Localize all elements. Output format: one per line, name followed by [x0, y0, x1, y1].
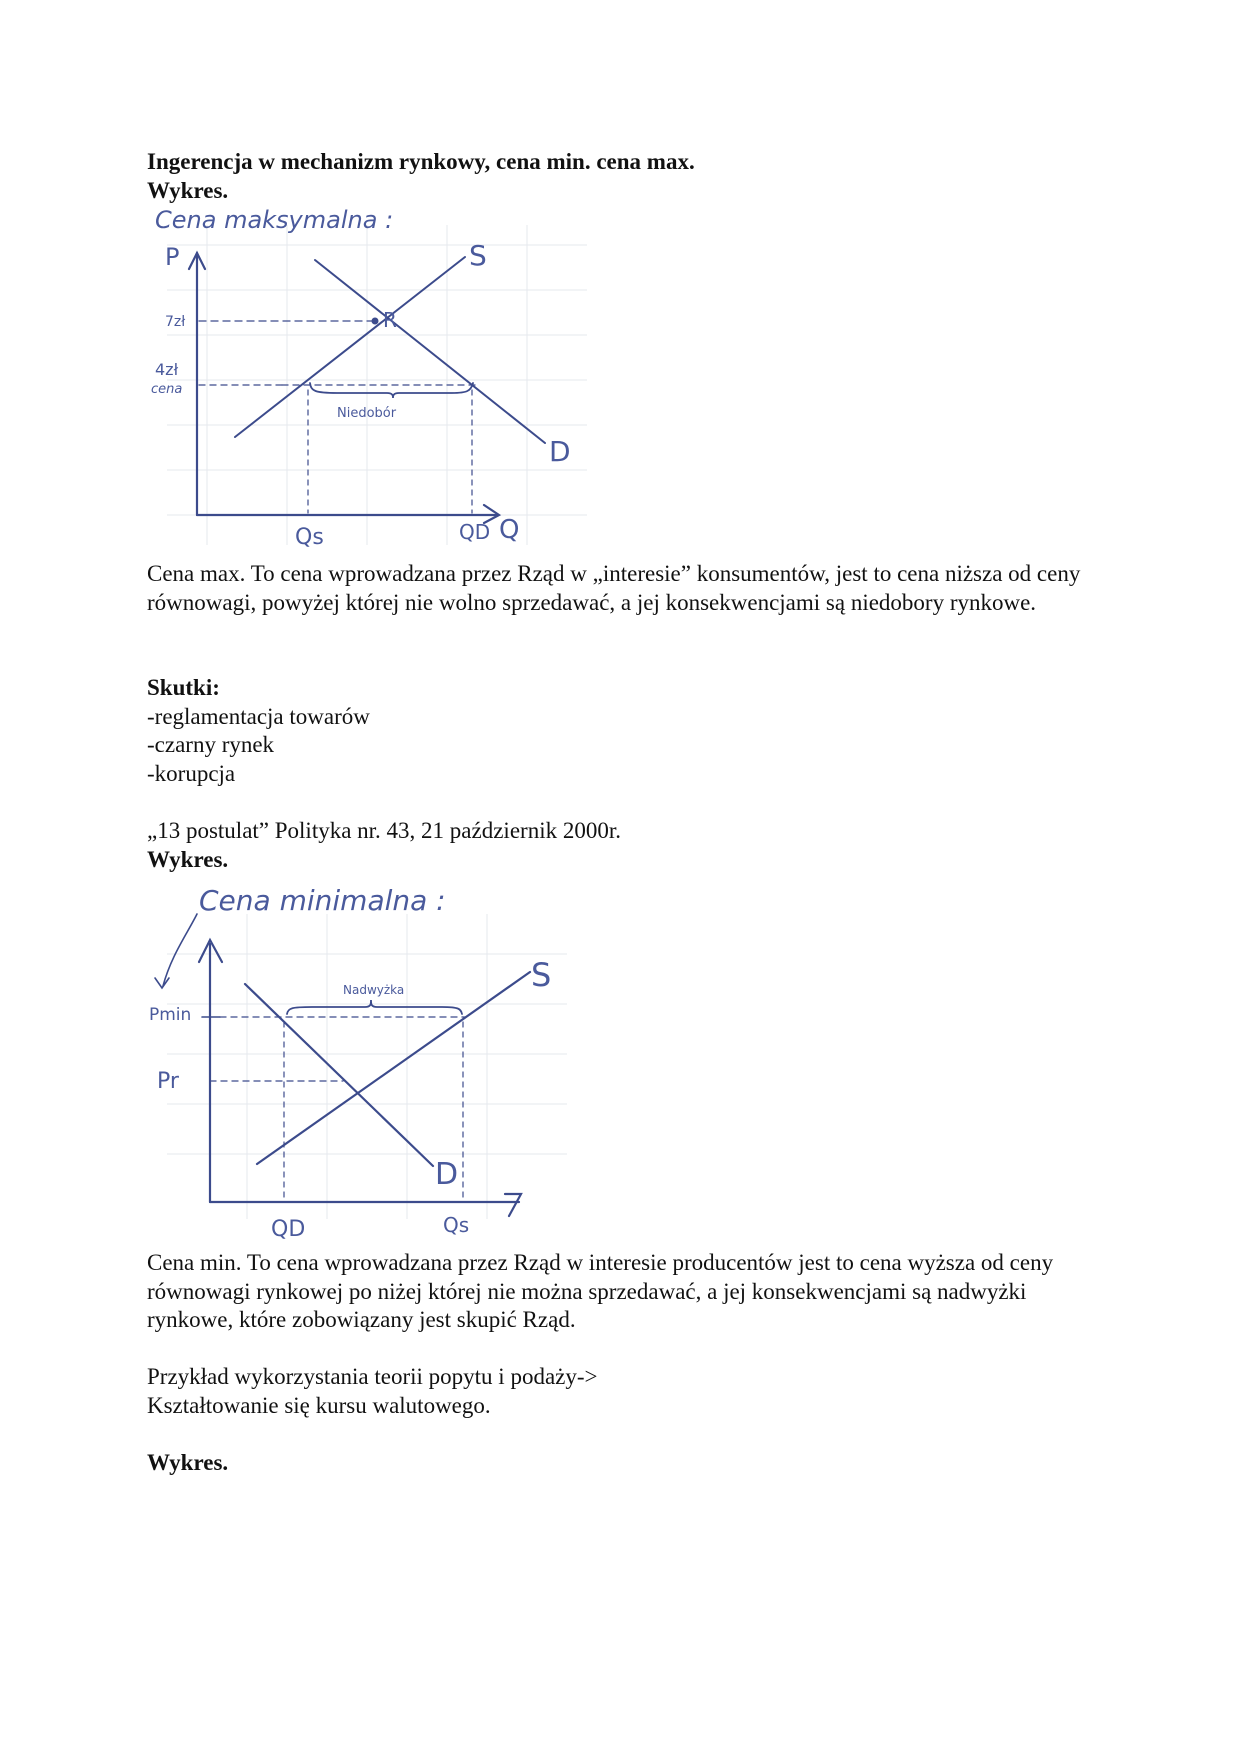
max-price-title: Cena maksymalna :: [155, 206, 394, 234]
max-price-value-label: 4zł: [155, 360, 179, 379]
equilibrium-price-label: Pr: [157, 1069, 179, 1094]
max-price-paragraph: Cena max. To cena wprowadzana przez Rząd w „interesie” konsumentów, jest to cena niższa od ceny równowagi, powyżej której nie wolno sprzedawać, a jej konsekwencjami są niedobory rynkowe.: [147, 561, 1081, 615]
qs-label: Qs: [295, 525, 324, 550]
document-title: Ingerencja w mechanizm rynkowy, cena min. cena max.: [147, 149, 695, 174]
demand-curve: [245, 984, 433, 1166]
title-pointer-arrow-icon: [155, 978, 169, 988]
supply-label: S: [469, 239, 487, 272]
effect-item: -czarny rynek: [147, 732, 275, 757]
qs-label: Qs: [443, 1213, 470, 1237]
max-price-sketch: [147, 205, 587, 555]
surplus-label: Nadwyżka: [343, 983, 405, 997]
effect-item: -reglamentacja towarów: [147, 704, 370, 729]
min-price-paragraph: Cena min. To cena wprowadzana przez Rząd w interesie producentów jest to cena wyższa od ceny równowagi rynkowej po niżej której nie można sprzedawać, a jej konsekwencjami są nadwyżki rynkowe, które zobowiązany jest skupić Rząd.: [147, 1250, 1054, 1332]
example-line-1: Przykład wykorzystania teorii popytu i podaży->: [147, 1364, 598, 1389]
equilibrium-point-label: R: [383, 308, 397, 332]
qd-label: QD: [459, 520, 491, 544]
qd-label: QD: [271, 1217, 306, 1242]
max-price-diagram: [147, 205, 587, 555]
quantity-axis-label: Q: [499, 515, 520, 545]
chart-caption-2: Wykres.: [147, 847, 229, 872]
surplus-bracket: [287, 1000, 462, 1014]
equilibrium-point: [372, 318, 379, 325]
title-pointer: [163, 914, 197, 986]
min-price-title: Cena minimalna :: [199, 884, 446, 917]
shortage-label: Niedobór: [337, 406, 397, 421]
chart-caption-3: Wykres.: [147, 1450, 229, 1475]
demand-label: D: [435, 1157, 459, 1192]
quantity-axis-arrow-icon: [505, 1194, 521, 1216]
supply-curve: [257, 972, 530, 1164]
min-price-diagram: [147, 874, 577, 1244]
demand-label: D: [549, 435, 571, 468]
price-axis-label: P: [165, 243, 180, 271]
example-line-2: Kształtowanie się kursu walutowego.: [147, 1393, 491, 1418]
effect-item: -korupcja: [147, 761, 236, 786]
min-price-label: Pmin: [149, 1005, 192, 1025]
equilibrium-price-label: 7zł: [165, 314, 186, 330]
supply-label: S: [531, 956, 552, 994]
effects-heading: Skutki:: [147, 675, 220, 700]
min-price-sketch: [147, 874, 577, 1244]
chart-caption-1: Wykres.: [147, 178, 229, 203]
source-reference: „13 postulat” Polityka nr. 43, 21 październik 2000r.: [147, 818, 621, 843]
max-price-cena-label: cena: [151, 382, 183, 397]
